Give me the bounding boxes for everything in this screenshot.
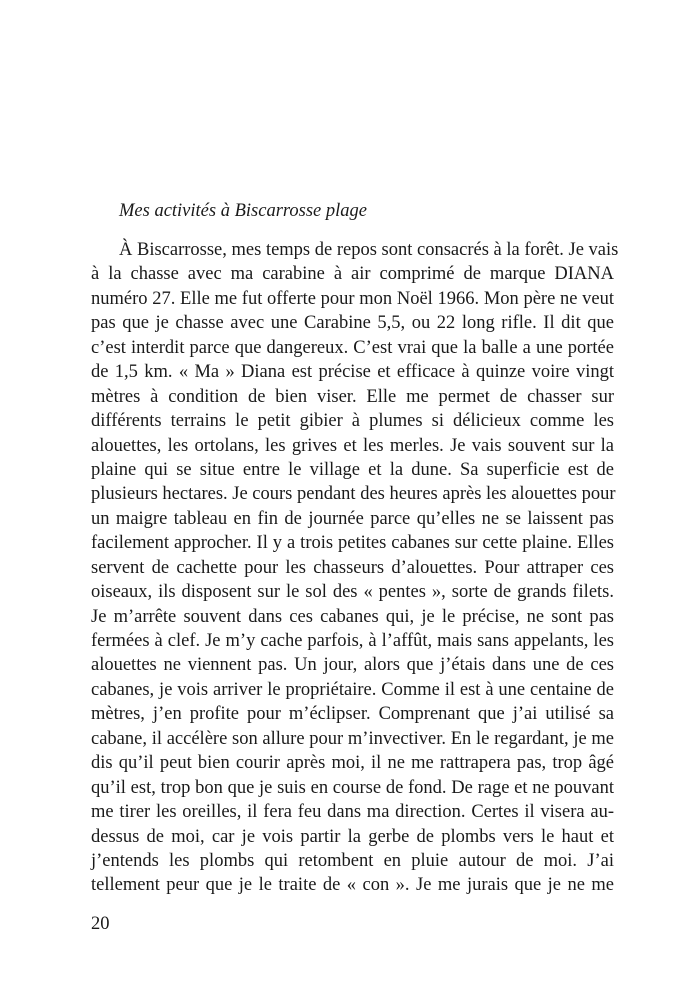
paragraph-line: un maigre tableau en fin de journée parce qu’elles ne se laissent pas	[91, 508, 614, 529]
page-number: 20	[91, 914, 110, 934]
paragraph-line: à la chasse avec ma carabine à air comprimé de marque DIANA	[91, 264, 614, 285]
paragraph-line: oiseaux, ils disposent sur le sol des « pentes », sorte de grands filets.	[91, 582, 614, 603]
paragraph-line: mètres, j’en profite pour m’éclipser. Comprenant que j’ai utilisé sa	[91, 704, 614, 725]
paragraph-line: alouettes ne viennent pas. Un jour, alors que j’étais dans une de ces	[91, 655, 614, 676]
paragraph-line: servent de cachette pour les chasseurs d’alouettes. Pour attraper ces	[91, 557, 614, 578]
paragraph-line: tellement peur que je le traite de « con ». Je me jurais que je ne me	[91, 875, 614, 896]
paragraph-line: pas que je chasse avec une Carabine 5,5, ou 22 long rifle. Il dit que	[91, 313, 614, 334]
paragraph-line: fermées à clef. Je m’y cache parfois, à l’affût, mais sans appelants, les	[91, 631, 614, 651]
paragraph-line: dis qu’il peut bien courir après moi, il ne me rattrapera pas, trop âgé	[91, 753, 614, 774]
paragraph-line: plusieurs hectares. Je cours pendant des heures après les alouettes pour	[91, 484, 616, 505]
paragraph-line: Je m’arrête souvent dans ces cabanes qui, je le précise, ne sont pas	[91, 606, 614, 627]
paragraph-line: dessus de moi, car je vois partir la gerbe de plombs vers le haut et	[91, 826, 614, 847]
paragraph-line: j’entends les plombs qui retombent en pluie autour de moi. J’ai	[91, 850, 614, 871]
paragraph-line: me tirer les oreilles, il fera feu dans ma direction. Certes il visera au-	[91, 802, 614, 823]
paragraph-line: c’est interdit parce que dangereux. C’est vrai que la balle a une portée	[91, 337, 614, 358]
paragraph-line: plaine qui se situe entre le village et la dune. Sa superficie est de	[91, 459, 614, 480]
paragraph-line: mètres à condition de bien viser. Elle me permet de chasser sur	[91, 386, 614, 407]
paragraph-line: À Biscarrosse, mes temps de repos sont consacrés à la forêt. Je vais	[119, 240, 619, 260]
paragraph-line: alouettes, les ortolans, les grives et les merles. Je vais souvent sur la	[91, 435, 614, 456]
paragraph-line: cabanes, je vois arriver le propriétaire. Comme il est à une centaine de	[91, 679, 614, 700]
section-title: Mes activités à Biscarrosse plage	[119, 201, 367, 221]
paragraph-line: facilement approcher. Il y a trois petites cabanes sur cette plaine. Elles	[91, 533, 614, 554]
body-paragraph	[91, 238, 619, 898]
paragraph-line: différents terrains le petit gibier à plumes si délicieux comme les	[91, 411, 614, 432]
paragraph-line: de 1,5 km. « Ma » Diana est précise et efficace à quinze voire vingt	[91, 362, 614, 383]
paragraph-line: numéro 27. Elle me fut offerte pour mon Noël 1966. Mon père ne veut	[91, 288, 614, 309]
paragraph-line: qu’il est, trop bon que je suis en course de fond. De rage et ne pouvant	[91, 777, 614, 798]
paragraph-line: cabane, il accélère son allure pour m’invectiver. En le regardant, je me	[91, 728, 614, 749]
